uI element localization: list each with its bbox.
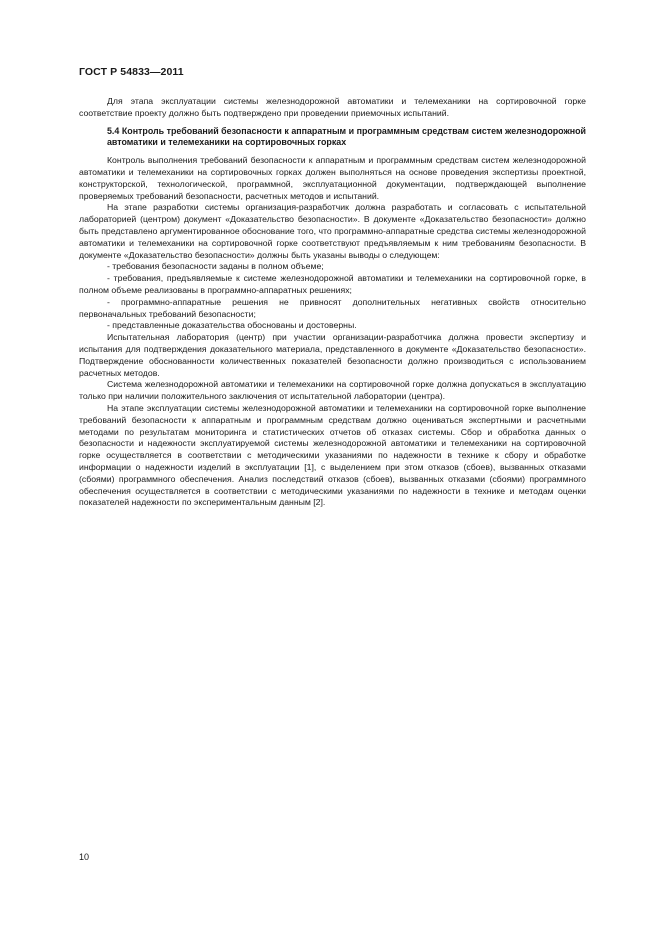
- paragraph: Испытательная лаборатория (центр) при участии организации-разработчика должна провести экспертизу и испытания для подтверждения доказательного материала, представленного в документе «Доказательство безопасности». Подтверждение обоснованности количественных показателей безопасности должно производиться с использованием расчетных методов.: [79, 332, 586, 378]
- intro-paragraph: Для этапа эксплуатации системы железнодорожной автоматики и телемеханики на сортировочной горке соответствие проекту должно быть подтверждено при проведении приемочных испытаний.: [79, 96, 586, 118]
- list-item: - программно-аппаратные решения не привносят дополнительных негативных свойств относительно первоначальных требований безопасности;: [79, 296, 586, 319]
- paragraph: Система железнодорожной автоматики и телемеханики на сортировочной горке должна допускаться в эксплуатацию только при наличии положительного заключения от испытательной лаборатории (центра).: [79, 379, 586, 402]
- paragraph: На этапе разработки системы организация-разработчик должна разработать и согласовать с испытательной лабораторией (центром) документ «Доказательство безопасности». В документе «Доказательство безопасности» должно быть представлено аргументированное обоснование того, что программно-аппаратные средства системы железнодорожной автоматики и телемеханики на сортировочной горке соответствуют предъявляемым к ним требованиям безопасности. В документе «Доказательство безопасности» должны быть указаны выводы о следующем:: [79, 202, 586, 260]
- paragraph: Контроль выполнения требований безопасности к аппаратным и программным средствам систем железнодорожной автоматики и телемеханики на сортировочных горках должен выполняться на основе проведения экспертизы проектной, конструкторской, технологической, программной, эксплуатационной документации, подтверждающей выполнение проверяемых требований безопасности, расчетных методов и испытаний.: [79, 155, 586, 201]
- paragraph: На этапе эксплуатации системы железнодорожной автоматики и телемеханики на сортировочной горке выполнение требований безопасности к аппаратным и программным средствам должно оцениваться экспертными и расчетными методами по результатам мониторинга и статистических отчетов об отказах системы. Сбор и обработка данных о безопасности и надежности эксплуатируемой системы железнодорожной автоматики и телемеханики на сортировочной горке осуществляется в соответствии с методическими указаниями по надежности в технике к сбору и обработке информации о надежности изделий в эксплуатации [1], с выделением при этом отказов (сбоев), вызванных отказами (сбоями) программного обеспечения. Анализ последствий отказов (сбоев), вызванных отказами (сбоями) программного обеспечения осуществляется в соответствии с методическими указаниями по надежности в технике и методам оценки показателей надежности по экспериментальным данным [2].: [79, 402, 586, 508]
- section-heading: 5.4 Контроль требований безопасности к аппаратным и программным средствам систем железнодорожной автоматики и телемеханики на сортировочных горках: [107, 125, 586, 148]
- page-number: 10: [79, 852, 90, 862]
- document-header: ГОСТ Р 54833—2011: [79, 66, 184, 78]
- list-item: - представленные доказательства обоснованы и достоверны.: [107, 320, 357, 331]
- list-item: - требования, предъявляемые к системе железнодорожной автоматики и телемеханики на сортировочной горке, в полном объеме реализованы в программно-аппаратных решениях;: [79, 273, 586, 295]
- document-body: [79, 96, 586, 509]
- list-item: - требования безопасности заданы в полном объеме;: [107, 261, 324, 272]
